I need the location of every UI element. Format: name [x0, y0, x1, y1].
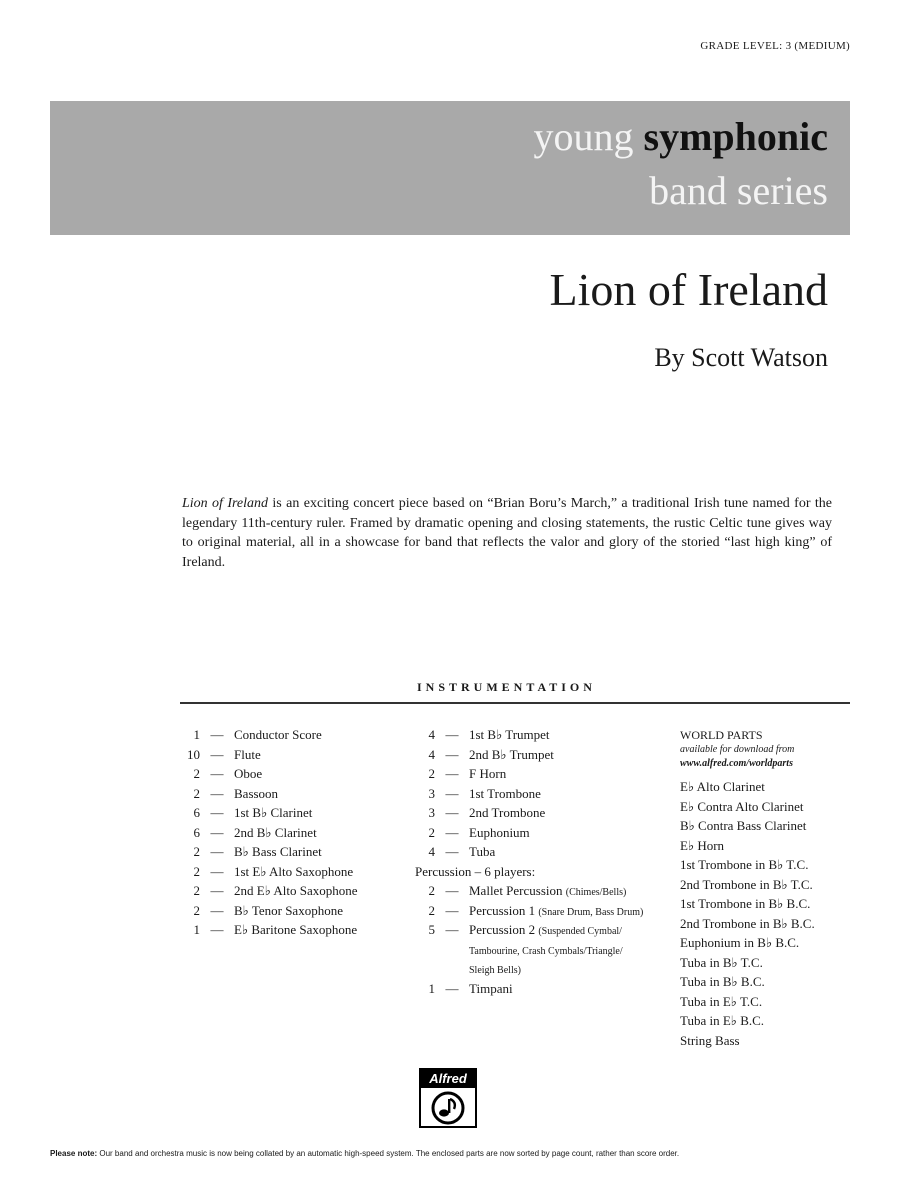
instrument-name: 2nd E♭ Alto Saxophone	[234, 883, 358, 898]
instrument-name: 1st E♭ Alto Saxophone	[234, 863, 354, 879]
instrument-count: 2	[193, 902, 200, 918]
instrument-count: 2	[193, 766, 200, 781]
instrument-count: 6	[193, 824, 200, 840]
series-word-young: young	[533, 114, 634, 159]
piece-title: Lion of Ireland	[549, 264, 828, 315]
series-line-2: band series	[649, 168, 828, 213]
description	[182, 494, 832, 572]
instrument-name: 2nd Trombone	[469, 805, 546, 820]
instrument-dash: —	[210, 785, 224, 801]
instrument-row	[415, 784, 643, 804]
instrument-name: Flute	[234, 746, 261, 762]
instrument-count: 2	[193, 883, 200, 898]
world-part-item: 1st Trombone in B♭ B.C.	[680, 896, 811, 911]
series-line-1	[534, 113, 829, 161]
instrument-name: Percussion 1	[469, 902, 536, 918]
instrument-dash: —	[445, 824, 459, 840]
instrument-dash: —	[210, 824, 224, 840]
instrument-dash: —	[210, 766, 224, 781]
instrument-dash: —	[445, 980, 459, 996]
instrumentation-heading: INSTRUMENTATION	[417, 680, 596, 694]
percussion-row	[415, 920, 643, 940]
instrument-dash: —	[210, 883, 224, 898]
instrument-row	[415, 842, 643, 862]
instrument-dash: —	[210, 805, 224, 820]
world-part-item: 2nd Trombone in B♭ B.C.	[680, 915, 815, 931]
instrument-row	[415, 823, 643, 843]
instrument-name: B♭ Bass Clarinet	[234, 844, 322, 859]
instrument-dash: —	[210, 746, 224, 762]
world-part-item: Tuba in E♭ B.C.	[680, 1013, 765, 1028]
instrument-dash: —	[445, 785, 459, 801]
alfred-logo	[419, 1068, 477, 1128]
description-italic-title: Lion of Ireland	[182, 496, 269, 511]
instrument-name: Percussion 2	[469, 922, 536, 937]
instrument-count: 2	[193, 785, 200, 801]
world-part-item: Tuba in B♭ B.C.	[680, 974, 765, 989]
instrument-dash: —	[445, 805, 459, 820]
footer-note	[50, 1148, 870, 1160]
instrument-dash: —	[210, 863, 224, 879]
instrument-count: 2	[193, 863, 200, 879]
instrument-name: Oboe	[234, 766, 263, 781]
instrument-count: 4	[428, 746, 435, 762]
instrument-count: 2	[428, 824, 435, 840]
instrument-detail: Sleigh Bells)	[469, 965, 521, 976]
instrument-dash: —	[445, 766, 459, 781]
instrument-row	[180, 823, 358, 843]
percussion-row	[415, 881, 643, 901]
instrument-row	[180, 920, 358, 940]
instrument-name: Tuba	[469, 844, 496, 859]
instrument-count: 3	[428, 785, 435, 801]
instrument-count: 1	[193, 727, 200, 742]
instrument-row	[180, 745, 358, 765]
instrument-count: 3	[428, 805, 435, 820]
instrument-dash: —	[445, 844, 459, 859]
instrument-detail: Tambourine, Crash Cymbals/Triangle/	[469, 945, 623, 957]
world-part-item: 2nd Trombone in B♭ T.C.	[680, 876, 813, 892]
world-parts-url[interactable]: www.alfred.com/worldparts	[680, 758, 793, 769]
instrument-row	[180, 901, 358, 921]
instrument-name: 1st Trombone	[469, 785, 541, 801]
instrument-count: 2	[428, 902, 435, 918]
instrument-dash: —	[210, 922, 224, 937]
instrument-count: 5	[428, 922, 435, 937]
instrument-column-2	[415, 725, 643, 998]
composer: By Scott Watson	[654, 343, 828, 372]
instrument-dash: —	[445, 746, 459, 762]
percussion-row	[415, 940, 643, 960]
instrument-row	[180, 803, 358, 823]
instrument-name: B♭ Tenor Saxophone	[234, 902, 343, 918]
instrument-row	[415, 725, 643, 745]
instrument-row	[180, 764, 358, 784]
instrument-row	[415, 764, 643, 784]
instrument-row	[180, 862, 358, 882]
world-part-item: String Bass	[680, 1032, 740, 1048]
instrument-name: 2nd B♭ Trumpet	[469, 746, 554, 762]
footer-note-text: Our band and orchestra music is now being collated by an automatic high-speed system. The enclosed parts are now sorted by page count, rather than score order.	[97, 1149, 680, 1158]
instrument-name: 2nd B♭ Clarinet	[234, 824, 317, 840]
instrument-dash: —	[210, 902, 224, 918]
instrument-detail: (Suspended Cymbal/	[538, 926, 622, 937]
instrument-row	[415, 803, 643, 823]
instrument-count: 4	[428, 844, 435, 859]
instrument-dash: —	[210, 727, 224, 742]
instrumentation-rule	[180, 702, 850, 704]
description-body: is an exciting concert piece based on “Brian Boru’s March,” a traditional Irish tune named for the legendary 11th-century ruler. Framed by dramatic opening and closing statements, the rustic Celtic tune gives way to original material, all in a showcase for band that reflects the valor and glory of the storied “last high king” of Ireland.	[182, 496, 832, 570]
world-part-item: Tuba in B♭ T.C.	[680, 954, 763, 970]
instrument-name: E♭ Baritone Saxophone	[234, 922, 358, 937]
instrument-row	[180, 842, 358, 862]
instrument-row	[415, 745, 643, 765]
instrument-name: Mallet Percussion	[469, 883, 563, 898]
instrument-name: Conductor Score	[234, 727, 322, 742]
instrument-count: 4	[428, 727, 435, 742]
world-part-item: 1st Trombone in B♭ T.C.	[680, 857, 809, 872]
world-part-item: E♭ Alto Clarinet	[680, 779, 765, 794]
instrument-detail: (Chimes/Bells)	[565, 887, 627, 898]
footer-note-label: Please note:	[50, 1149, 98, 1158]
world-part-item: Tuba in E♭ T.C.	[680, 993, 763, 1009]
world-part-item: E♭ Contra Alto Clarinet	[680, 798, 804, 814]
instrument-count: 10	[187, 746, 200, 762]
instrument-name: Timpani	[469, 980, 513, 996]
world-part-item: E♭ Horn	[680, 837, 725, 853]
instrument-name: 1st B♭ Clarinet	[234, 805, 313, 820]
instrument-count: 1	[428, 980, 435, 996]
instrument-count: 2	[428, 883, 435, 898]
instrument-count: 2	[428, 766, 435, 781]
instrument-name: Bassoon	[234, 785, 279, 801]
instrument-count: 2	[193, 844, 200, 859]
percussion-row	[415, 979, 643, 999]
percussion-row	[415, 959, 643, 979]
instrument-name: F Horn	[469, 766, 507, 781]
instrument-name: 1st B♭ Trumpet	[469, 727, 550, 742]
instrument-dash: —	[445, 727, 459, 742]
world-part-item: Euphonium in B♭ B.C.	[680, 935, 800, 950]
instrument-dash: —	[445, 902, 459, 918]
series-word-symphonic: symphonic	[643, 114, 828, 159]
instrument-row	[180, 881, 358, 901]
instrument-name: Euphonium	[469, 824, 530, 840]
alfred-logo-text: Alfred	[421, 1070, 475, 1088]
world-parts-note: available for download from	[680, 744, 795, 755]
instrument-row	[180, 725, 358, 745]
instrument-column-1	[180, 725, 358, 940]
series-banner	[50, 101, 850, 235]
instrument-count: 6	[193, 805, 200, 820]
instrument-dash: —	[210, 844, 224, 859]
instrument-row	[180, 784, 358, 804]
percussion-heading: Percussion – 6 players:	[415, 863, 536, 879]
instrument-dash: —	[445, 922, 459, 937]
instrument-count: 1	[193, 922, 200, 937]
instrument-dash: —	[445, 883, 459, 898]
music-note-icon	[428, 1091, 468, 1125]
world-parts-title: WORLD PARTS	[680, 728, 763, 742]
world-parts-column	[680, 728, 815, 1050]
percussion-row	[415, 901, 643, 921]
instrument-detail: (Snare Drum, Bass Drum)	[538, 906, 644, 918]
grade-level: GRADE LEVEL: 3 (MEDIUM)	[700, 40, 850, 52]
world-part-item: B♭ Contra Bass Clarinet	[680, 818, 807, 833]
